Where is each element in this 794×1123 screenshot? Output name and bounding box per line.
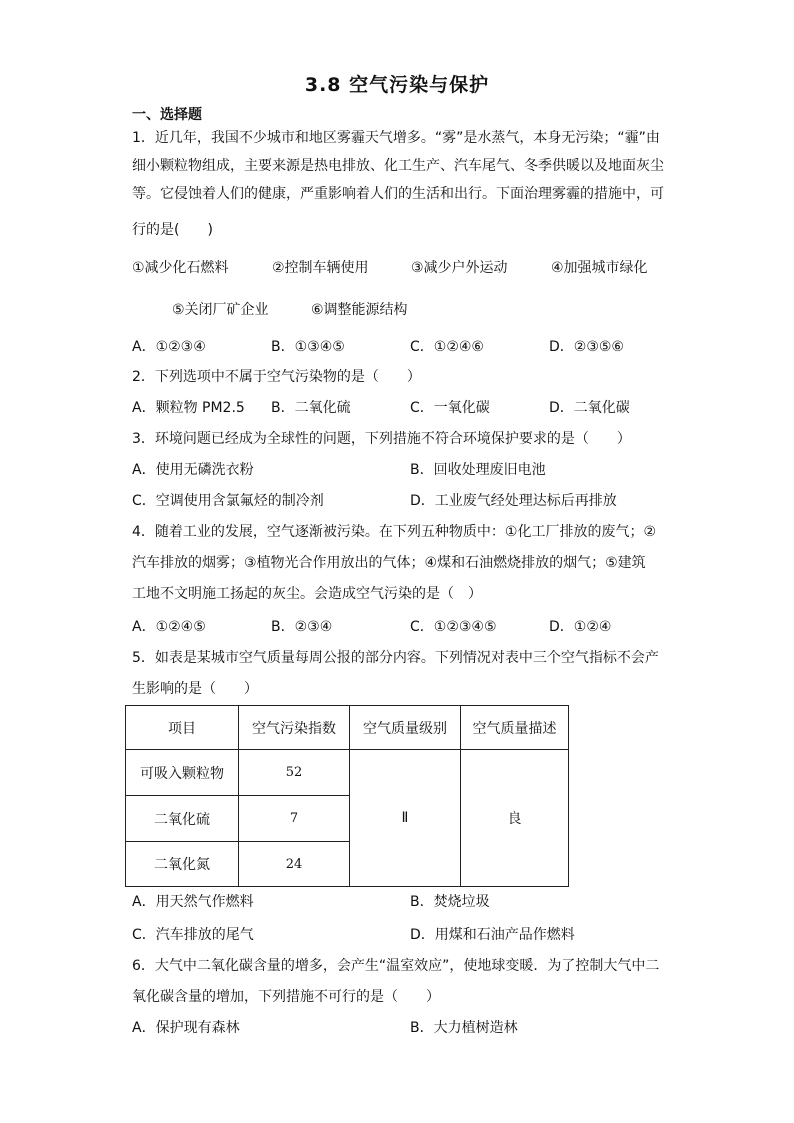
- q6-option-b: B．大力植树造林: [410, 1020, 518, 1036]
- q1-option-c: C．①②④⑥: [410, 339, 484, 355]
- q5-option-d: D．用煤和石油产品作燃料: [410, 927, 575, 943]
- q3-option-c: C．空调使用含氯氟烃的制冷剂: [132, 493, 324, 509]
- q1-stem-line-1: 1．近几年，我国不少城市和地区雾霾天气增多。“雾”是水蒸气，本身无污染；“霾”由: [132, 130, 660, 146]
- q3-stem: 3．环境问题已经成为全球性的问题，下列措施不符合环境保护要求的是（ ）: [132, 431, 631, 447]
- q4-stem-line-2: 汽车排放的烟雾；③植物光合作用放出的气体；④煤和石油燃烧排放的烟气；⑤建筑: [132, 555, 646, 571]
- q1-item-6: ⑥调整能源结构: [311, 302, 408, 318]
- q4-option-c: C．①②③④⑤: [410, 619, 497, 635]
- table-cell-index: 24: [239, 842, 350, 887]
- q6-stem-line-1: 6．大气中二氧化碳含量的增多，会产生“温室效应”，使地球变暖．为了控制大气中二: [132, 958, 660, 974]
- q5-option-c: C．汽车排放的尾气: [132, 927, 254, 943]
- q4-stem-line-3: 工地不文明施工扬起的灰尘。会造成空气污染的是（ ）: [132, 586, 482, 602]
- table-cell-description: 良: [461, 750, 569, 887]
- table-header-level: 空气质量级别: [350, 706, 461, 750]
- q2-option-a: A．颗粒物 PM2.5: [132, 400, 245, 416]
- air-quality-table: [125, 705, 569, 887]
- table-cell-level: Ⅱ: [350, 750, 461, 887]
- q4-option-a: A．①②④⑤: [132, 619, 206, 635]
- q3-option-d: D．工业废气经处理达标后再排放: [410, 493, 617, 509]
- q2-stem: 2．下列选项中不属于空气污染物的是（ ）: [132, 369, 421, 385]
- q1-option-a: A．①②③④: [132, 339, 206, 355]
- q5-stem-line-1: 5．如表是某城市空气质量每周公报的部分内容。下列情况对表中三个空气指标不会产: [132, 650, 659, 666]
- table-header-description: 空气质量描述: [461, 706, 569, 750]
- q6-option-a: A．保护现有森林: [132, 1020, 240, 1036]
- q2-option-c: C．一氧化碳: [410, 400, 490, 416]
- q4-option-b: B．②③④: [271, 619, 333, 635]
- q2-option-d: D．二氧化碳: [549, 400, 630, 416]
- table-header-index: 空气污染指数: [239, 706, 350, 750]
- q3-option-b: B．回收处理废旧电池: [410, 462, 546, 478]
- table-cell-item: 二氧化氮: [126, 842, 239, 887]
- q5-option-a: A．用天然气作燃料: [132, 894, 254, 910]
- page-title: 3.8 空气污染与保护: [304, 74, 490, 96]
- table-header-item: 项目: [126, 706, 239, 750]
- table-cell-item: 二氧化硫: [126, 796, 239, 842]
- q6-stem-line-2: 氧化碳含量的增加，下列措施不可行的是（ ）: [132, 989, 440, 1005]
- table-header-row: [126, 706, 569, 750]
- table-cell-index: 7: [239, 796, 350, 842]
- q1-option-d: D．②③⑤⑥: [549, 339, 624, 355]
- q1-option-b: B．①③④⑤: [271, 339, 345, 355]
- q2-option-b: B．二氧化硫: [271, 400, 351, 416]
- q1-item-1: ①减少化石燃料: [132, 260, 229, 276]
- q1-item-2: ②控制车辆使用: [272, 260, 369, 276]
- q4-option-d: D．①②④: [549, 619, 612, 635]
- q1-item-5: ⑤关闭厂矿企业: [172, 302, 269, 318]
- section-heading: 一、选择题: [132, 107, 202, 123]
- q1-item-4: ④加强城市绿化: [551, 260, 648, 276]
- table-row: [126, 750, 569, 796]
- q1-stem-line-2: 细小颗粒物组成，主要来源是热电排放、化工生产、汽车尾气、冬季供暖以及地面灰尘: [132, 158, 664, 174]
- table-cell-index: 52: [239, 750, 350, 796]
- q5-stem-line-2: 生影响的是（ ）: [132, 681, 258, 697]
- q1-stem-line-4: 行的是( ): [132, 222, 213, 238]
- q3-option-a: A．使用无磷洗衣粉: [132, 462, 254, 478]
- q1-item-3: ③减少户外运动: [411, 260, 508, 276]
- q1-stem-line-3: 等。它侵蚀着人们的健康，严重影响着人们的生活和出行。下面治理雾霾的措施中，可: [132, 186, 664, 202]
- q4-stem-line-1: 4．随着工业的发展，空气逐渐被污染。在下列五种物质中：①化工厂排放的废气；②: [132, 524, 657, 540]
- table-cell-item: 可吸入颗粒物: [126, 750, 239, 796]
- q5-option-b: B．焚烧垃圾: [410, 894, 490, 910]
